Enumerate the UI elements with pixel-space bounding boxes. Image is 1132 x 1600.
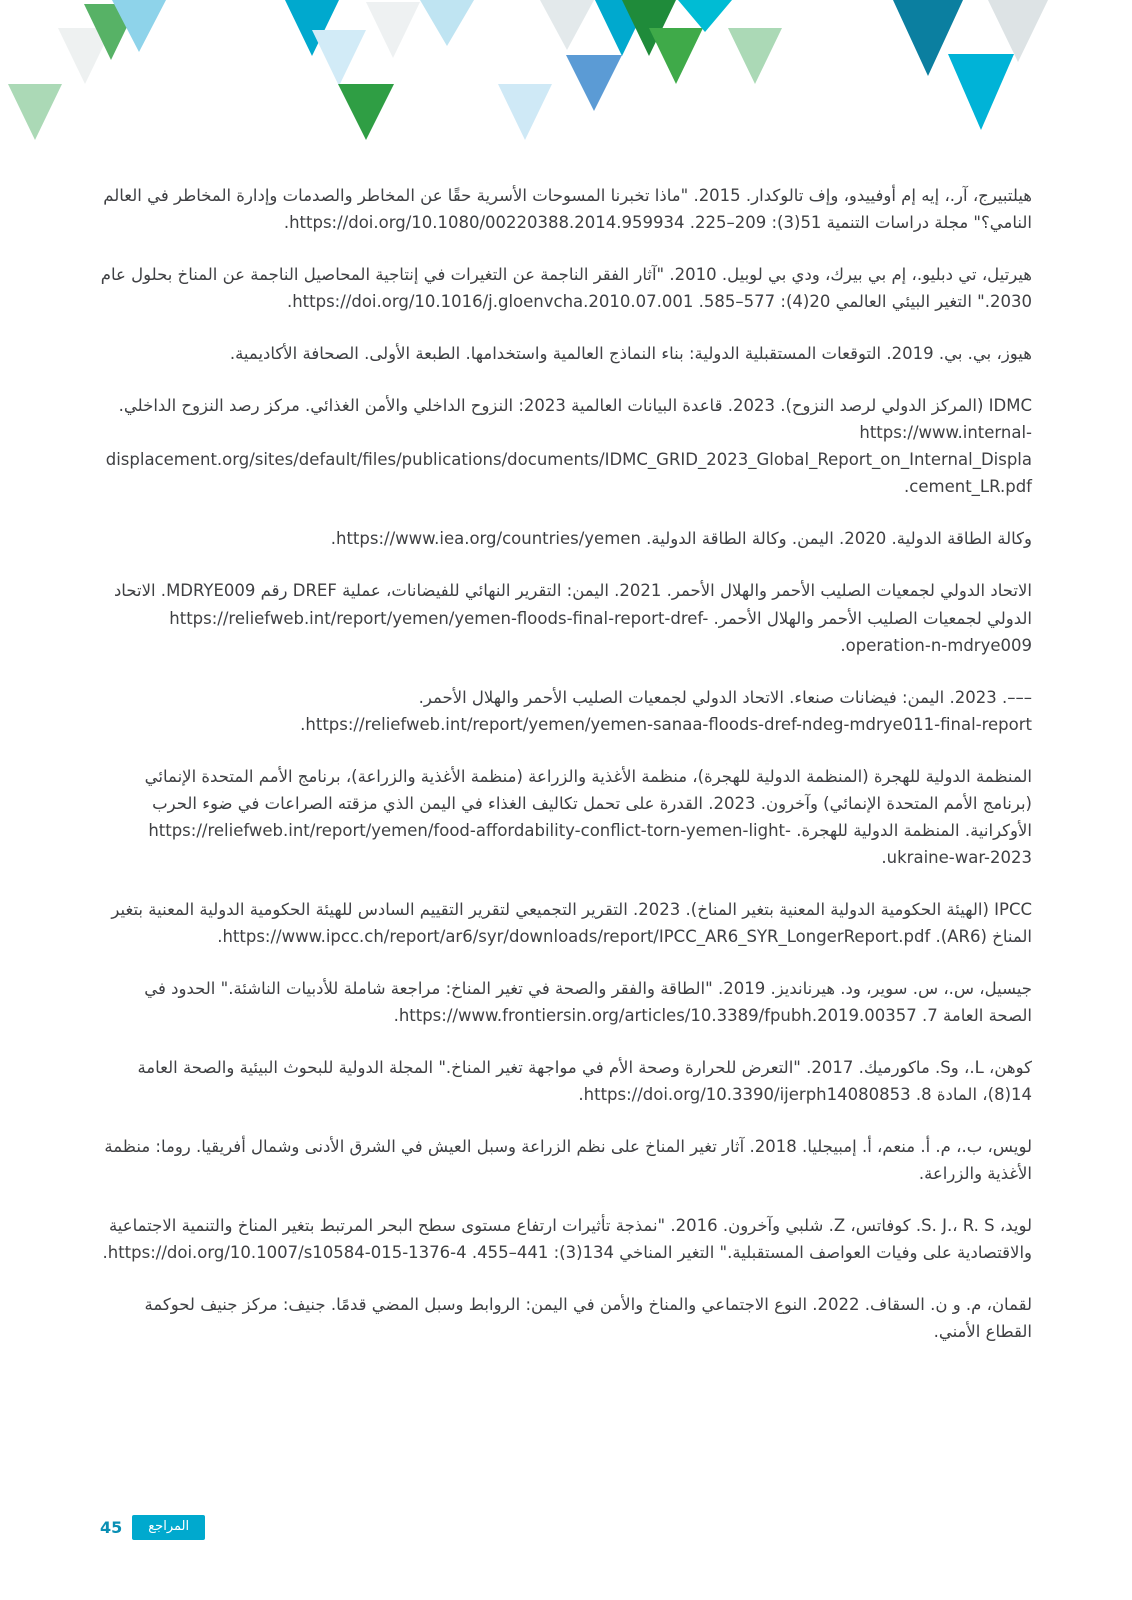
triangle-decoration <box>498 84 552 140</box>
decorative-triangles-banner <box>0 0 1132 150</box>
reference-entry: الاتحاد الدولي لجمعيات الصليب الأحمر والهلال الأحمر. 2021. اليمن: التقرير النهائي للفيضانات، عملية DREF رقم MDRYE009. الاتحاد الدولي لجمعيات الصليب الأحمر والهلال الأحمر. https://reliefweb.int/report/yemen/yemen-floods-final-report-dref-operation-n-mdrye009. <box>113 581 1032 655</box>
triangle-decoration <box>893 0 963 76</box>
reference-entry: IPCC (الهيئة الحكومية الدولية المعنية بتغير المناخ). 2023. التقرير التجميعي لتقرير التقييم السادس للهيئة الحكومية الدولية المعنية بتغير المناخ (AR6). https://www.ipcc.ch/report/ar6/syr/downloads/report/IPCC_AR6_SYR_LongerReport.pdf. <box>111 899 1032 946</box>
triangle-decoration <box>312 30 366 86</box>
triangle-decoration <box>338 84 394 140</box>
reference-entry: المنظمة الدولية للهجرة (المنظمة الدولية للهجرة)، منظمة الأغذية والزراعة (منظمة الأغذية والزراعة)، برنامج الأمم المتحدة الإنمائي (برنامج الأمم المتحدة الإنمائي) وآخرون. 2023. القدرة على تحمل تكاليف الغذاء في اليمن الذي مزقته الصراعات في ضوء الحرب الأوكرانية. المنظمة الدولية للهجرة. https://reliefweb.int/report/yemen/food-affordability-conflict-torn-yemen-light-ukraine-war-2023. <box>144 766 1032 867</box>
reference-entry: –––. 2023. اليمن: فيضانات صنعاء. الاتحاد الدولي لجمعيات الصليب الأحمر والهلال الأحمر. https://reliefweb.int/report/yemen/yemen-sanaa-floods-dref-ndeg-mdrye011-final-report. <box>300 687 1032 734</box>
reference-entry: لويس، ب.، م. أ. منعم، أ. إمبيجليا. 2018. آثار تغير المناخ على نظم الزراعة وسبل العيش في الشرق الأدنى وشمال أفريقيا. روما: منظمة الأغذية والزراعة. <box>104 1137 1032 1184</box>
reference-entry: هيرتيل، تي دبليو.، إم بي بيرك، ودي بي لوبيل. 2010. "آثار الفقر الناجمة عن التغيرات في إنتاجية المحاصيل الناجمة عن المناخ بحلول عام 2030." التغير البيئي العالمي 20(4): 577–585. https://doi.org/10.1016/j.gloenvcha.2010.07.001. <box>100 265 1032 312</box>
triangle-decoration <box>420 0 474 46</box>
reference-entry: لويد، S. J.، R. S. كوفاتس، Z. شلبي وآخرون. 2016. "نمذجة تأثيرات ارتفاع مستوى سطح البحر المرتبط بتغير المناخ والتنمية الاجتماعية والاقتصادية على وفيات العواصف المستقبلية." التغير المناخي 134(3): 441–455. https://doi.org/10.1007/s10584-015-1376-4. <box>102 1216 1032 1263</box>
reference-entry: IDMC (المركز الدولي لرصد النزوح). 2023. قاعدة البيانات العالمية 2023: النزوح الداخلي والأمن الغذائي. مركز رصد النزوح الداخلي. https://www.internal-displacement.org/sites/default/files/publications/documents/IDMC_GRID_2023_Global_Report_on_Internal_Displacement_LR.pdf. <box>105 396 1032 497</box>
section-label-badge: المراجع <box>132 1515 205 1540</box>
reference-entry: هيوز، بي. بي. 2019. التوقعات المستقبلية الدولية: بناء النماذج العالمية واستخدامها. الطبعة الأولى. الصحافة الأكاديمية. <box>229 344 1032 364</box>
triangle-decoration <box>649 28 703 84</box>
reference-entry: لقمان، م. و ن. السقاف. 2022. النوع الاجتماعي والمناخ والأمن في اليمن: الروابط وسبل المضي قدمًا. جنيف: مركز جنيف لحوكمة القطاع الأمني. <box>144 1295 1032 1342</box>
triangle-decoration <box>948 54 1014 130</box>
reference-entry: كوهن، L.، وS. ماكورميك. 2017. "التعرض للحرارة وصحة الأم في مواجهة تغير المناخ." المجلة الدولية للبحوث البيئية والصحة العامة 14(8)، المادة 8. https://doi.org/10.3390/ijerph14080853. <box>137 1058 1032 1105</box>
references-list <box>100 182 1032 1370</box>
triangle-decoration <box>566 55 622 111</box>
page-number: 45 <box>100 1518 123 1537</box>
triangle-decoration <box>8 84 62 140</box>
page-footer <box>100 1515 205 1540</box>
triangle-decoration <box>728 28 782 84</box>
reference-entry: جيسيل، س.، س. سوير، ود. هيرنانديز. 2019. "الطاقة والفقر والصحة في تغير المناخ: مراجعة شاملة للأدبيات الناشئة." الحدود في الصحة العامة 7. https://www.frontiersin.org/articles/10.3389/fpubh.2019.00357. <box>144 978 1032 1026</box>
reference-entry: هيلتبيرج، آر.، إيه إم أوفييدو، وإف تالوكدار. 2015. "ماذا تخبرنا المسوحات الأسرية حقًا عن المخاطر والصدمات وإدارة المخاطر في العالم النامي؟" مجلة دراسات التنمية 51(3): 209–225. https://doi.org/10.1080/00220388.2014.959934. <box>103 186 1032 233</box>
triangle-decoration <box>988 0 1048 62</box>
triangle-decoration <box>678 0 732 32</box>
triangle-decoration <box>540 0 594 50</box>
triangle-decoration <box>366 2 420 58</box>
reference-entry: وكالة الطاقة الدولية. 2020. اليمن. وكالة الطاقة الدولية. https://www.iea.org/countries/yemen. <box>330 529 1032 549</box>
